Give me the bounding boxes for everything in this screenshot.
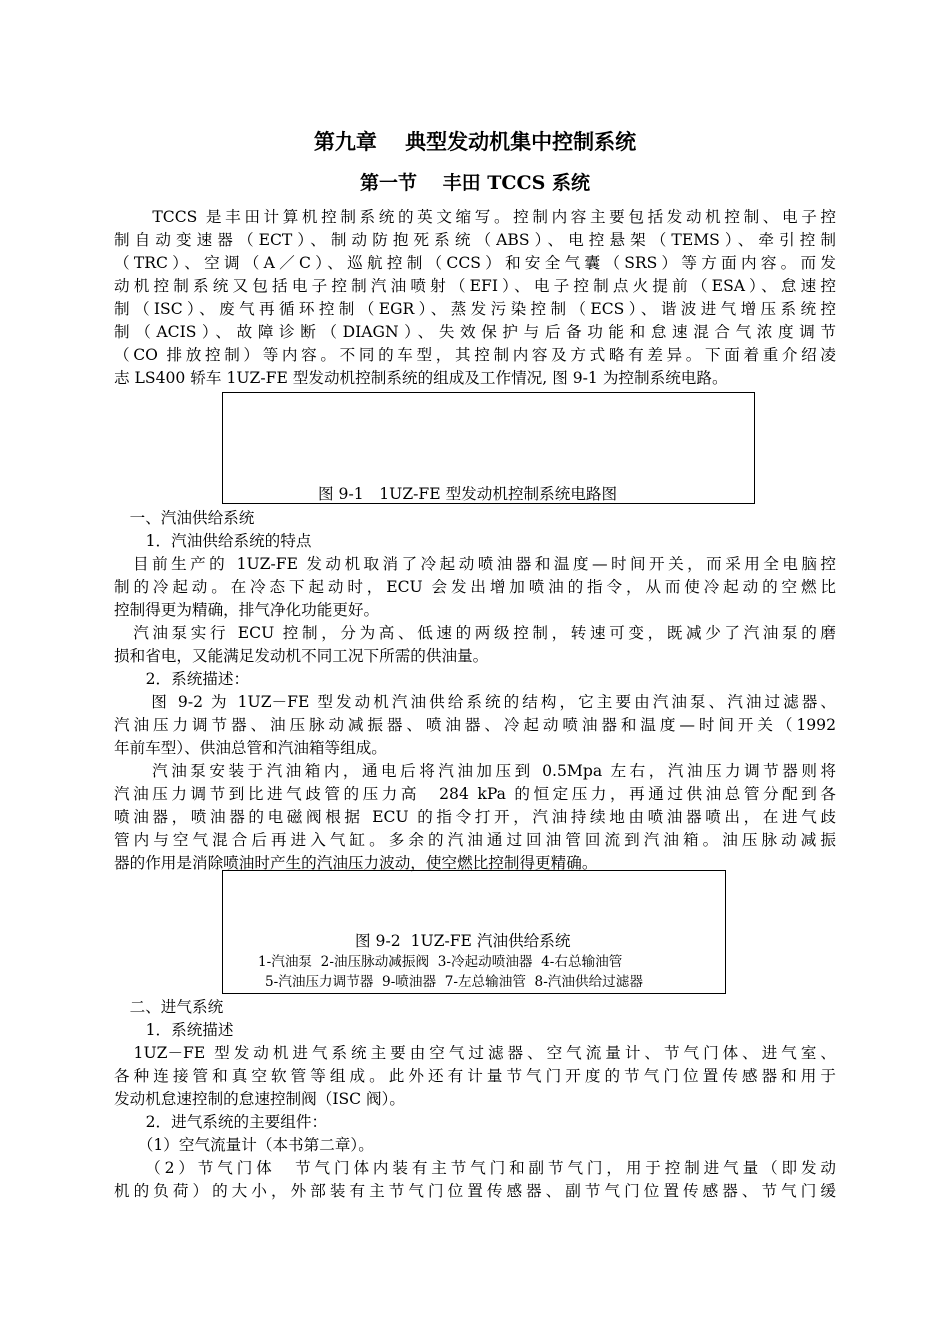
chapter-title: 第九章 典型发动机集中控制系统 [313,129,637,154]
section-title: 第一节 丰田 TCCS 系统 [360,172,590,194]
text-line: 制的冷起动。在冷态下起动时，ECU 会发出增加喷油的指令，从而使冷起动的空燃比 [114,578,836,596]
text-line: 汽油压力调节器、油压脉动减振器、喷油器、冷起动喷油器和温度—时间开关（1992 [114,716,836,734]
list-item: （1）空气流量计（本书第二章）。 [130,1136,374,1154]
text-line: 损和省电，又能满足发动机不同工况下所需的供油量。 [114,647,489,665]
text-line: 图 9-2 为 1UZ－FE 型发动机汽油供给系统的结构，它主要由汽油泵、汽油过滤器、 [114,693,836,711]
text-line: （CO 排放控制）等内容。不同的车型，其控制内容及方式略有差异。下面着重介绍凌 [114,346,836,364]
figure-9-2-legend: 5-汽油压力调节器 9-喷油器 7-左总输油管 8-汽油供给过滤器 [265,974,643,990]
text-line: 汽油泵实行 ECU 控制，分为高、低速的两级控制，转速可变，既减少了汽油泵的磨 [114,624,836,642]
text-line: 志 LS400 轿车 1UZ-FE 型发动机控制系统的组成及工作情况, 图 9-1 为控制系统电路。 [114,369,728,387]
text-line: （2）节气门体 节气门体内装有主节气门和副节气门，用于控制进气量（即发动 [114,1159,836,1177]
text-line: （TRC）、空调（A／C）、巡航控制（CCS）和安全气囊（SRS）等方面内容。而发 [114,254,836,272]
section-heading: 二、进气系统 [114,998,224,1016]
text-line: 管内与空气混合后再进入气缸。多余的汽油通过回油管回流到汽油箱。油压脉动减振 [114,831,836,849]
text-line: 年前车型）、供油总管和汽油箱等组成。 [114,739,387,757]
text-line: 各种连接管和真空软管等组成。此外还有计量节气门开度的节气门位置传感器和用于 [114,1067,836,1085]
figure-9-2-caption: 图 9-2 1UZ-FE 汽油供给系统 [355,932,571,950]
text-line: 制自动变速器（ECT）、制动防抱死系统（ABS）、电控悬架（TEMS）、牵引控制 [114,231,836,249]
section-heading: 一、汽油供给系统 [114,509,255,527]
text-line: 动机控制系统又包括电子控制汽油喷射（EFI）、电子控制点火提前（ESA）、怠速控 [114,277,836,295]
subsection-heading: 2．进气系统的主要组件： [130,1113,328,1131]
text-line: 制（ACIS）、故障诊断（DIAGN）、失效保护与后备功能和怠速混合气浓度调节 [114,323,836,341]
text-line: 目前生产的 1UZ-FE 发动机取消了冷起动喷油器和温度—时间开关，而采用全电脑控 [114,555,836,573]
text-line: 汽油泵安装于汽油箱内，通电后将汽油加压到 0.5Mpa 左右，汽油压力调节器则将 [114,762,836,780]
text-line: 机的负荷）的大小，外部装有主节气门位置传感器、副节气门位置传感器、节气门缓 [114,1182,836,1200]
text-line: 控制得更为精确，排气净化功能更好。 [114,601,380,619]
text-line: 汽油压力调节到比进气歧管的压力高 284 kPa 的恒定压力，再通过供油总管分配到各 [114,785,836,803]
text-line: 1UZ－FE 型发动机进气系统主要由空气过滤器、空气流量计、节气门体、进气室、 [114,1044,836,1062]
text-line: 制（ISC）、废气再循环控制（EGR）、蒸发污染控制（ECS）、谐波进气增压系统控 [114,300,836,318]
subsection-heading: 1．汽油供给系统的特点 [130,532,312,550]
text-line: TCCS 是丰田计算机控制系统的英文缩写。控制内容主要包括发动机控制、电子控 [114,208,836,226]
text-line: 喷油器，喷油器的电磁阀根据 ECU 的指令打开，汽油持续地由喷油器喷出，在进气歧 [114,808,836,826]
figure-9-1-caption: 图 9-1 1UZ-FE 型发动机控制系统电路图 [318,485,618,503]
text-line: 器的作用是消除喷油时产生的汽油压力波动，使空燃比控制得更精确。 [114,854,598,872]
subsection-heading: 1．系统描述 [130,1021,234,1039]
subsection-heading: 2．系统描述： [130,670,250,688]
figure-9-2-legend: 1-汽油泵 2-油压脉动减振阀 3-冷起动喷油器 4-右总输油管 [258,954,623,970]
text-line: 发动机怠速控制的怠速控制阀（ISC 阀）。 [114,1090,406,1108]
